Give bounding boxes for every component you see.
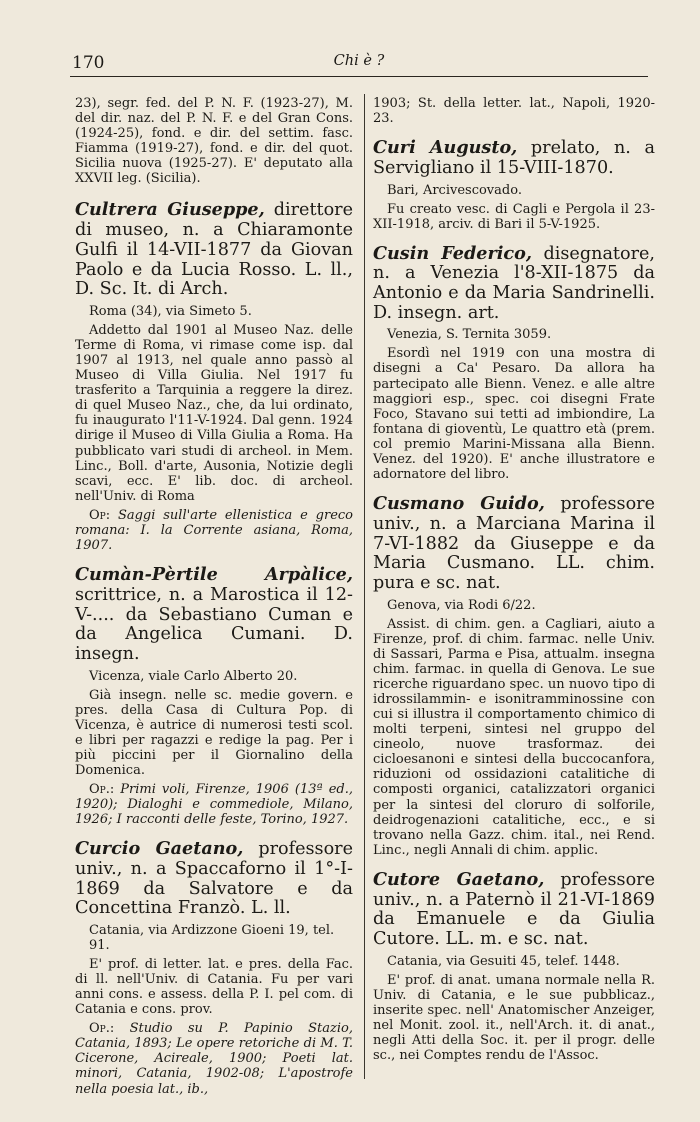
- column-divider: [364, 94, 365, 1079]
- entry-cuman-pertile: [75, 565, 353, 827]
- continuation-text: 23), segr. fed. del P. N. F. (1923-27), M. del dir. naz. del P. N. F. e del Gran Cons. (1924-25), fond. e dir. del settim. fasc. Fiamma (1919-27), fond. e dir. del quot. Sicilia nuova (1925-27). E' deputato alla XXVII leg. (Sicilia).: [75, 96, 353, 187]
- entry-head-text: direttore di museo, n. a Chiaramonte Gulfi il 14-VII-1877 da Giovan Paolo e da Lucia Rosso. L. ll., D. Sc. It. di Arch.: [75, 200, 354, 300]
- entry-works: [75, 1021, 353, 1096]
- entry-name: Cusin Federico,: [373, 242, 532, 264]
- entry-address: Catania, via Gesuiti 45, telef. 1448.: [387, 953, 620, 969]
- entry-cusmano: [373, 494, 655, 858]
- continuation-text: 1903; St. della letter. lat., Napoli, 1920-23.: [373, 96, 655, 127]
- entry-heading: [75, 839, 353, 919]
- entry-cusin: [373, 244, 655, 482]
- entry-name: Cutore Gaetano,: [373, 868, 545, 890]
- entry-name: Curcio Gaetano,: [75, 838, 244, 860]
- right-column: [373, 96, 655, 1067]
- entry-heading: [373, 244, 655, 324]
- entry-curi: [373, 138, 655, 232]
- entry-bio: Fu creato vesc. di Cagli e Pergola il 23-XII-1918, arciv. di Bari il 5-V-1925.: [373, 201, 655, 232]
- entry-cutore: [373, 870, 655, 1063]
- entry-heading: [373, 870, 655, 950]
- entry-bio: Già insegn. nelle sc. medie govern. e pres. della Casa di Cultura Pop. di Vicenza, è autrice di numerosi testi scol. e libri per ragazzi e redige la pag. Per i più piccini per il Giornalino della Domenica.: [75, 687, 353, 778]
- entry-name: Cusmano Guido,: [373, 493, 545, 515]
- entry-heading: [373, 138, 655, 178]
- entry-address: Bari, Arcivescovado.: [387, 182, 522, 198]
- works-label: Op.:: [89, 782, 115, 798]
- entry-address: Venezia, S. Ternita 3059.: [387, 327, 552, 343]
- works-label: Op:: [89, 507, 111, 523]
- entry-name: Cumàn-Pèrtile Arpàlice,: [75, 564, 353, 586]
- entry-address: Roma (34), via Simeto 5.: [89, 303, 252, 319]
- entry-bio: Esordì nel 1919 con una mostra di disegni a Ca' Pesaro. Da allora ha partecipato alle Bienn. Venez. e alle altre maggiori esp., spec. coi disegni Frate Foco, Stavano sui tetti ad imbiondire, La fontana di gioventù, Le quattro età (prem. col premio Marini-Missana alla Bienn. Venez. del 1920). E' anche illustratore e adornatore del libro.: [373, 346, 655, 483]
- entry-bio: E' prof. di letter. lat. e pres. della Fac. di ll. nell'Univ. di Catania. Fu per vari anni cons. e assess. della P. I. pel com. di Catania e cons. prov.: [75, 956, 353, 1018]
- entry-heading: [75, 200, 353, 300]
- entry-bio: Addetto dal 1901 al Museo Naz. delle Terme di Roma, vi rimase come isp. dal 1907 al 1913, nel quale anno passò al Museo di Villa Giulia. Nel 1917 fu trasferito a Tarquinia a reggere la direz. di quel Museo Naz., che, da lui ordinato, fu inaugurato l'11-V-1924. Dal genn. 1924 dirige il Museo di Villa Giulia a Roma. Ha pubblicato vari studi di archeol. in Mem. Linc., Boll. d'arte, Ausonia, Notizie degli scavi, ecc. E' lib. doc. di archeol. nell'Univ. di Roma: [75, 322, 353, 504]
- entry-heading: [75, 565, 353, 665]
- works-label: Op.:: [89, 1021, 115, 1037]
- running-header: [70, 52, 648, 77]
- entry-cultrera: [75, 200, 353, 553]
- running-title: Chi è ?: [333, 53, 385, 69]
- left-column: [75, 96, 353, 1101]
- page-number: 170: [72, 53, 105, 73]
- entry-head-text: professore univ., n. a Paternò il 21-VI-1869 da Emanuele e da Giulia Cutore. LL. m. e sc. nat.: [373, 869, 655, 949]
- entry-works: [75, 782, 353, 827]
- works-text: Saggi sull'arte ellenistica e greco romana: I. la Corrente asiana, Roma, 1907.: [75, 507, 353, 554]
- works-text: Primi voli, Firenze, 1906 (13ª ed., 1920); Dialoghi e commediole, Milano, 1926; I racconti delle feste, Torino, 1927.: [75, 782, 353, 828]
- entry-name: Curi Augusto,: [373, 137, 518, 159]
- entry-name: Cultrera Giuseppe,: [75, 199, 265, 221]
- works-text: Studio su P. Papinio Stazio, Catania, 1893; Le opere retoriche di M. T. Cicerone, Acireale, 1900; Poeti lat. minori, Catania, 1902-08; L'apostrofe nella poesia lat., ib.,: [75, 1021, 353, 1097]
- entry-address: Vicenza, viale Carlo Alberto 20.: [89, 668, 298, 684]
- entry-curcio: [75, 839, 353, 1096]
- entry-head-text: prelato, n. a Servigliano il 15-VIII-1870.: [373, 138, 655, 178]
- entry-heading: [373, 494, 655, 594]
- entry-works: [75, 508, 353, 553]
- entry-bio: Assist. di chim. gen. a Cagliari, aiuto a Firenze, prof. di chim. farmac. nelle Univ. di Sassari, Parma e Pisa, attualm. insegna chim. farmac. in quella di Genova. Le sue ricerche riguardano spec. un nuovo tipo di idrossilammin- e isonitramminossine con cui si illustra il comportamento chimico di molti terpeni, sintesi nel gruppo del cineolo, nuove trasformaz. dei cicloesanoni e sintesi della buccocanfora, riduzioni od ossidazioni catalitiche di composti organici, catalizzatori organici per la sintesi del cloruro di solforile, deidrogenazioni catalitiche, ecc., e si trovano nella Gazz. chim. ital., nei Rend. Linc., negli Annali di chim. applic.: [373, 616, 655, 858]
- entry-head-text: disegnatore, n. a Venezia l'8-XII-1875 da Antonio e da Maria Sandrinelli. D. insegn. art.: [373, 243, 656, 323]
- entry-address: Catania, via Ardizzone Gioeni 19, tel. 91.: [89, 923, 335, 953]
- entry-head-text: scrittrice, n. a Marostica il 12-V-.... da Sebastiano Cuman e da Angelica Cumani. D. insegn.: [75, 584, 353, 664]
- entry-head-text: professore univ., n. a Marciana Marina il 7-VI-1882 da Giuseppe e da Maria Cusmano. LL. chim. pura e sc. nat.: [373, 494, 656, 593]
- entry-bio: E' prof. di anat. umana normale nella R. Univ. di Catania, e le sue pubblicaz., inserite spec. nell' Anatomischer Anzeiger, nel Monit. zool. it., nell'Arch. it. di anat., negli Atti della Soc. it. per il progr. delle sc., nei Comptes rendu de l'Assoc.: [373, 972, 655, 1063]
- entry-head-text: professore univ., n. a Spaccaforno il 1°-I-1869 da Salvatore e da Concettina Franzò. L. ll.: [75, 839, 353, 919]
- entry-address: Genova, via Rodi 6/22.: [387, 597, 536, 613]
